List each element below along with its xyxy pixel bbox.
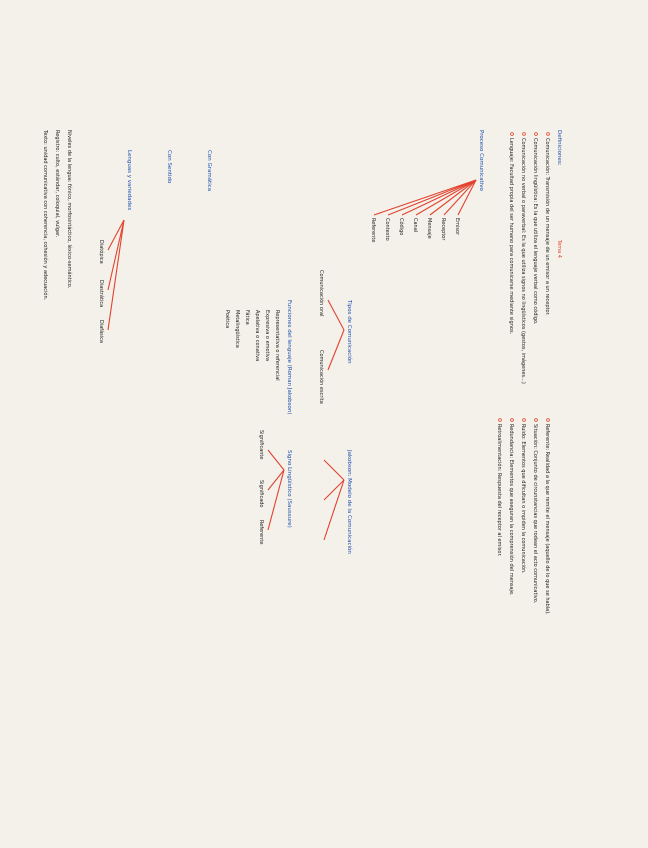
variedad-1: Diatópica (98, 240, 104, 264)
proceso-title: Proceso Comunicativo (478, 130, 484, 191)
funcion-1: Representativa o referencial (274, 310, 280, 381)
elemento-4: Canal (412, 218, 418, 233)
funciones-list (224, 310, 280, 381)
right-note-5: Retroalimentación: Respuesta del receptor al emisor. (496, 424, 502, 557)
right-note-2: Situación: Conjunto de circunstancias que rodean el acto comunicativo. (532, 424, 538, 604)
variedades-list (98, 220, 124, 343)
oral-label: Comunicación oral (318, 270, 324, 317)
elemento-7: Referente (370, 218, 376, 243)
signo-title: Signo Lingüístico (Saussure) (286, 450, 292, 528)
bottom-notes (42, 129, 73, 301)
def-2: Comunicación lingüística: Es la que utiliza el lenguaje verbal como código. (532, 138, 538, 325)
bottom-note-2: Registro: culto, estándar, coloquial, vulgar. (54, 130, 60, 238)
bottom-note-1: Niveles de la lengua: fónico, morfosintáctico, léxico-semántico. (66, 130, 72, 289)
funciones-title: Funciones del lenguaje (Roman Jakobson) (286, 300, 292, 415)
bottom-note-3: Texto: unidad comunicativa con coherencia, cohesión y adecuación. (42, 130, 48, 301)
elemento-6: Contexto (384, 218, 390, 241)
signo-3: Referente (258, 520, 264, 545)
right-note-1: Referente: Realidad a la que remite el mensaje (aquello de lo que se habla). (544, 424, 550, 615)
elemento-1: Emisor (454, 218, 460, 236)
jakobson-arrow-3 (324, 480, 344, 540)
right-note-4: Redundancia: Elementos que aseguran la comprensión del mensaje. (508, 424, 514, 596)
left-label-2: Con Sentido (166, 150, 172, 184)
left-label-1: Con Gramática (206, 150, 212, 192)
elemento-5: Código (398, 218, 404, 236)
left-label-3: Lenguas y variedades (126, 150, 132, 211)
elementos-list (370, 218, 460, 242)
left-labels (126, 150, 213, 210)
elemento-3: Mensaje (426, 218, 432, 239)
elemento-2: Receptor (440, 218, 446, 241)
funcion-6: Poética (224, 310, 230, 329)
signo-1: Significante (258, 430, 264, 460)
funcion-5: Metalingüística (234, 310, 240, 348)
tipos-arrow-2 (328, 330, 344, 370)
def-1: Comunicación: Transmisión de un mensaje de un emisor a un receptor. (544, 138, 550, 316)
signo-2: Significado (258, 480, 264, 508)
def-4: Lenguaje: Facultad propia del ser humano para comunicarse mediante signos. (508, 138, 514, 335)
jakobson-title: Jakobson: Modelo de la Comunicación (346, 450, 352, 554)
right-notes (496, 419, 550, 616)
variedad-3: Diafásica (98, 320, 104, 343)
def-3: Comunicación no verbal o paraverbal: Es la que utiliza signos no lingüísticos (gestos, imágenes...) (520, 138, 526, 384)
right-note-3: Ruido: Elementos que dificultan o impiden la comunicación. (520, 424, 526, 574)
jakobson-arrow-1 (324, 460, 344, 480)
escrita-label: Comunicación escrita (318, 350, 324, 404)
funcion-2: Expresiva o emotiva (264, 310, 270, 361)
proceso-arrows (374, 180, 476, 215)
variedad-2: Diastrática (98, 280, 104, 308)
funcion-3: Apelativa o conativa (254, 310, 260, 362)
funcion-4: Fática (244, 310, 250, 325)
definiciones-title: Definiciones: (556, 130, 562, 166)
tipos-title: Tipos de Comunicación (346, 300, 352, 364)
signo-list (258, 430, 284, 544)
tema-label: Tema 4 (556, 240, 562, 258)
definiciones-list (508, 133, 551, 384)
tipos-arrow-1 (328, 300, 344, 330)
